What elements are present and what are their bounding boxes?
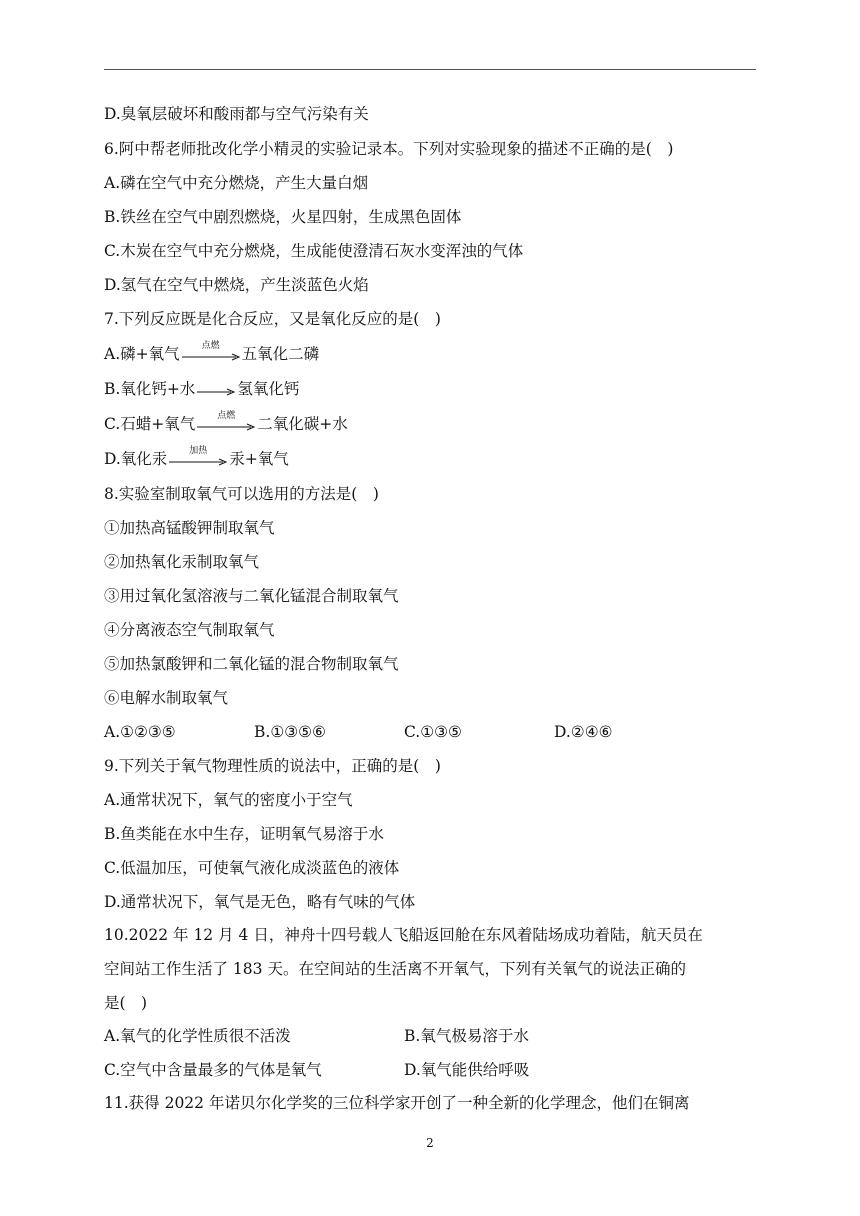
reaction-arrow [182, 341, 240, 363]
q9-stem: 9.下列关于氧气物理性质的说法中，正确的是( ) [104, 757, 441, 775]
q7-stem: 7.下列反应既是化合反应，又是氧化反应的是( ) [104, 310, 441, 328]
q6-option-b: B.铁丝在空气中剧烈燃烧，火星四射，生成黑色固体 [104, 208, 462, 226]
q10-stem-line3: 是( ) [104, 994, 148, 1012]
q10-option-c: C.空气中含量最多的气体是氧气 [104, 1061, 322, 1079]
q7-option-b [104, 378, 299, 400]
reaction-arrow [197, 382, 235, 398]
q8-method-5: ⑤加热氯酸钾和二氧化锰的混合物制取氧气 [104, 655, 399, 673]
arrow-icon [182, 353, 240, 361]
arrow-icon [197, 423, 255, 431]
q9-option-b: B.鱼类能在水中生存，证明氧气易溶于水 [104, 825, 384, 843]
page-number: 2 [426, 1136, 434, 1150]
reactants: D.氧化汞 [104, 450, 168, 468]
q8-method-4: ④分离液态空气制取氧气 [104, 621, 275, 639]
q8-option-a: A.①②③⑤ [104, 723, 176, 741]
q5-option-d: D.臭氧层破坏和酸雨都与空气污染有关 [104, 105, 369, 123]
q8-option-b: B.①③⑤⑥ [254, 723, 326, 741]
reaction-arrow [169, 446, 227, 468]
q6-stem: 6.阿中帮老师批改化学小精灵的实验记录本。下列对实验现象的描述不正确的是( ) [104, 140, 674, 158]
q9-option-a: A.通常状况下，氧气的密度小于空气 [104, 791, 353, 809]
q6-option-c: C.木炭在空气中充分燃烧，生成能使澄清石灰水变浑浊的气体 [104, 242, 524, 260]
q8-method-1: ①加热高锰酸钾制取氧气 [104, 519, 275, 537]
q8-method-3: ③用过氧化氢溶液与二氧化锰混合制取氧气 [104, 587, 399, 605]
reaction-arrow [197, 411, 255, 433]
q8-method-6: ⑥电解水制取氧气 [104, 689, 229, 707]
arrow-icon [169, 458, 227, 466]
q9-option-c: C.低温加压，可使氧气液化成淡蓝色的液体 [104, 859, 400, 877]
q7-option-c [104, 413, 348, 435]
reactants: A.磷+氧气 [104, 345, 180, 363]
q10-option-d: D.氧气能供给呼吸 [404, 1061, 530, 1079]
q7-option-a [104, 343, 319, 365]
header-rule [104, 69, 756, 70]
q7-option-d [104, 448, 289, 470]
q10-stem-line1: 10.2022 年 12 月 4 日，神舟十四号载人飞船返回舱在东风着陆场成功着陆，航天员在 [104, 926, 703, 944]
q10-option-a: A.氧气的化学性质很不活泼 [104, 1027, 291, 1045]
reaction-condition: 点燃 [217, 411, 236, 421]
reactants: B.氧化钙+水 [104, 380, 196, 398]
q8-option-c: C.①③⑤ [404, 723, 462, 741]
q9-option-d: D.通常状况下，氧气是无色，略有气味的气体 [104, 893, 416, 911]
products: 二氧化碳+水 [257, 415, 348, 433]
q8-stem: 8.实验室制取氧气可以选用的方法是( ) [104, 485, 379, 503]
q6-option-a: A.磷在空气中充分燃烧，产生大量白烟 [104, 174, 369, 192]
products: 氢氧化钙 [237, 380, 300, 398]
reaction-condition: 加热 [189, 446, 208, 456]
q8-option-d: D.②④⑥ [554, 723, 613, 741]
reactants: C.石蜡+氧气 [104, 415, 196, 433]
reaction-condition: 点燃 [201, 341, 220, 351]
arrow-icon [197, 388, 235, 396]
q8-method-2: ②加热氧化汞制取氧气 [104, 553, 260, 571]
q10-option-b: B.氧气极易溶于水 [404, 1027, 529, 1045]
products: 五氧化二磷 [241, 345, 320, 363]
q10-stem-line2: 空间站工作生活了 183 天。在空间站的生活离不开氧气，下列有关氧气的说法正确的 [104, 960, 686, 978]
q6-option-d: D.氢气在空气中燃烧，产生淡蓝色火焰 [104, 276, 369, 294]
q11-stem-line1: 11.获得 2022 年诺贝尔化学奖的三位科学家开创了一种全新的化学理念，他们在铜离 [104, 1094, 690, 1112]
products: 汞+氧气 [229, 450, 289, 468]
